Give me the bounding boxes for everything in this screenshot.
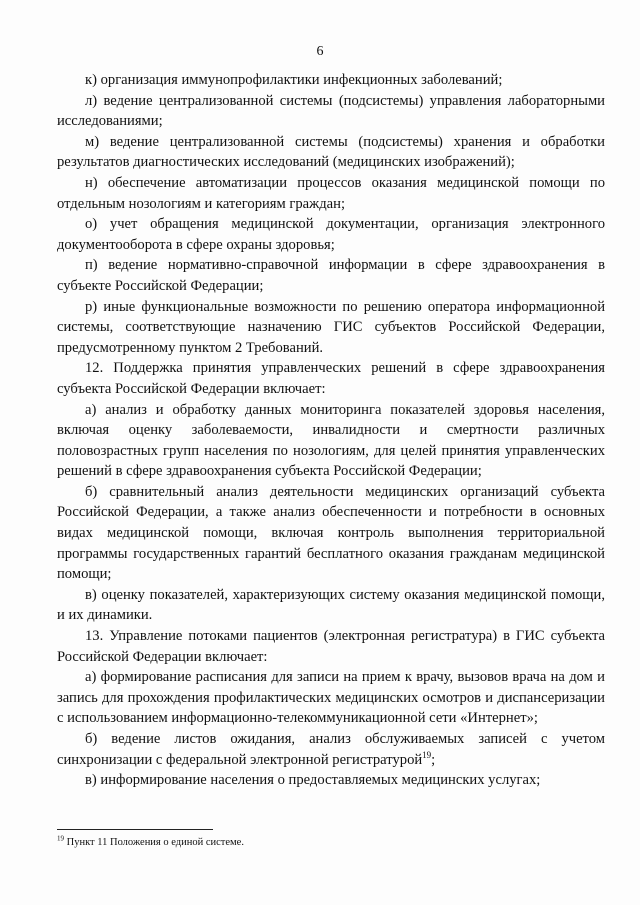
section-13-item-v: в) информирование населения о предоставляемых медицинских услугах; (85, 772, 541, 789)
paragraph-n: н) обеспечение автоматизации процессов оказания медицинской помощи по отдельным нозологиям и категориям граждан; (57, 174, 605, 212)
section-13-item-a: а) формирование расписания для записи на прием к врачу, вызовов врача на дом и запись для прохождения профилактических медицинских осмотров и диспансеризации с использованием информационно-телекоммуникационной сети «Интернет»; (57, 669, 605, 727)
footnote-reference: 19 (422, 749, 432, 760)
section-13-item-b (57, 729, 605, 770)
section-12-item-a: а) анализ и обработку данных мониторинга показателей здоровья населения, включая оценку заболеваемости, инвалидности и смертности различных половозрастных групп населения по нозологиям, для целей принятия управленческих решений в сфере здравоохранения субъекта Российской Федерации; (57, 401, 605, 480)
footnote (57, 836, 244, 849)
paragraph-o: о) учет обращения медицинской документации, организация электронного документооборота в сфере охраны здоровья; (57, 216, 605, 253)
section-13-item-b-text: б) ведение листов ожидания, анализ обслуживаемых записей с учетом синхронизации с федеральной электронной регистратурой (57, 731, 605, 768)
footnote-divider (57, 829, 213, 830)
section-12-item-v: в) оценку показателей, характеризующих систему оказания медицинской помощи, и их динамики. (57, 586, 605, 624)
document-body (57, 70, 605, 791)
paragraph-m: м) ведение централизованной системы (подсистемы) хранения и обработки результатов диагностических исследований (медицинских изображений); (57, 133, 605, 171)
paragraph-k: к) организация иммунопрофилактики инфекционных заболеваний; (85, 72, 503, 88)
footnote-text: Пункт 11 Положения о единой системе. (64, 837, 244, 848)
page-number: 6 (316, 44, 324, 59)
paragraph-p: п) ведение нормативно-справочной информации в сфере здравоохранения в субъекте Российской Федерации; (57, 257, 605, 294)
section-12-heading: 12. Поддержка принятия управленческих решений в сфере здравоохранения субъекта Российской Федерации включает: (57, 360, 605, 397)
paragraph-r: р) иные функциональные возможности по решению оператора информационной системы, соответствующие назначению ГИС субъектов Российской Федерации, предусмотренному пунктом 2 Требований. (57, 298, 605, 356)
footnote-marker: 19 (57, 834, 64, 843)
footnote-reference-trailing: ; (431, 751, 436, 768)
section-13-heading: 13. Управление потоками пациентов (электронная регистратура) в ГИС субъекта Российской Федерации включает: (57, 628, 605, 665)
paragraph-l: л) ведение централизованной системы (подсистемы) управления лабораторными исследованиями; (57, 92, 605, 130)
section-12-item-b: б) сравнительный анализ деятельности медицинских организаций субъекта Российской Федерации, а также анализ обеспеченности и потребности в основных видах медицинской помощи, включая контроль выполнения территориальной программы государственных гарантий бесплатного оказания гражданам медицинской помощи; (57, 483, 605, 583)
